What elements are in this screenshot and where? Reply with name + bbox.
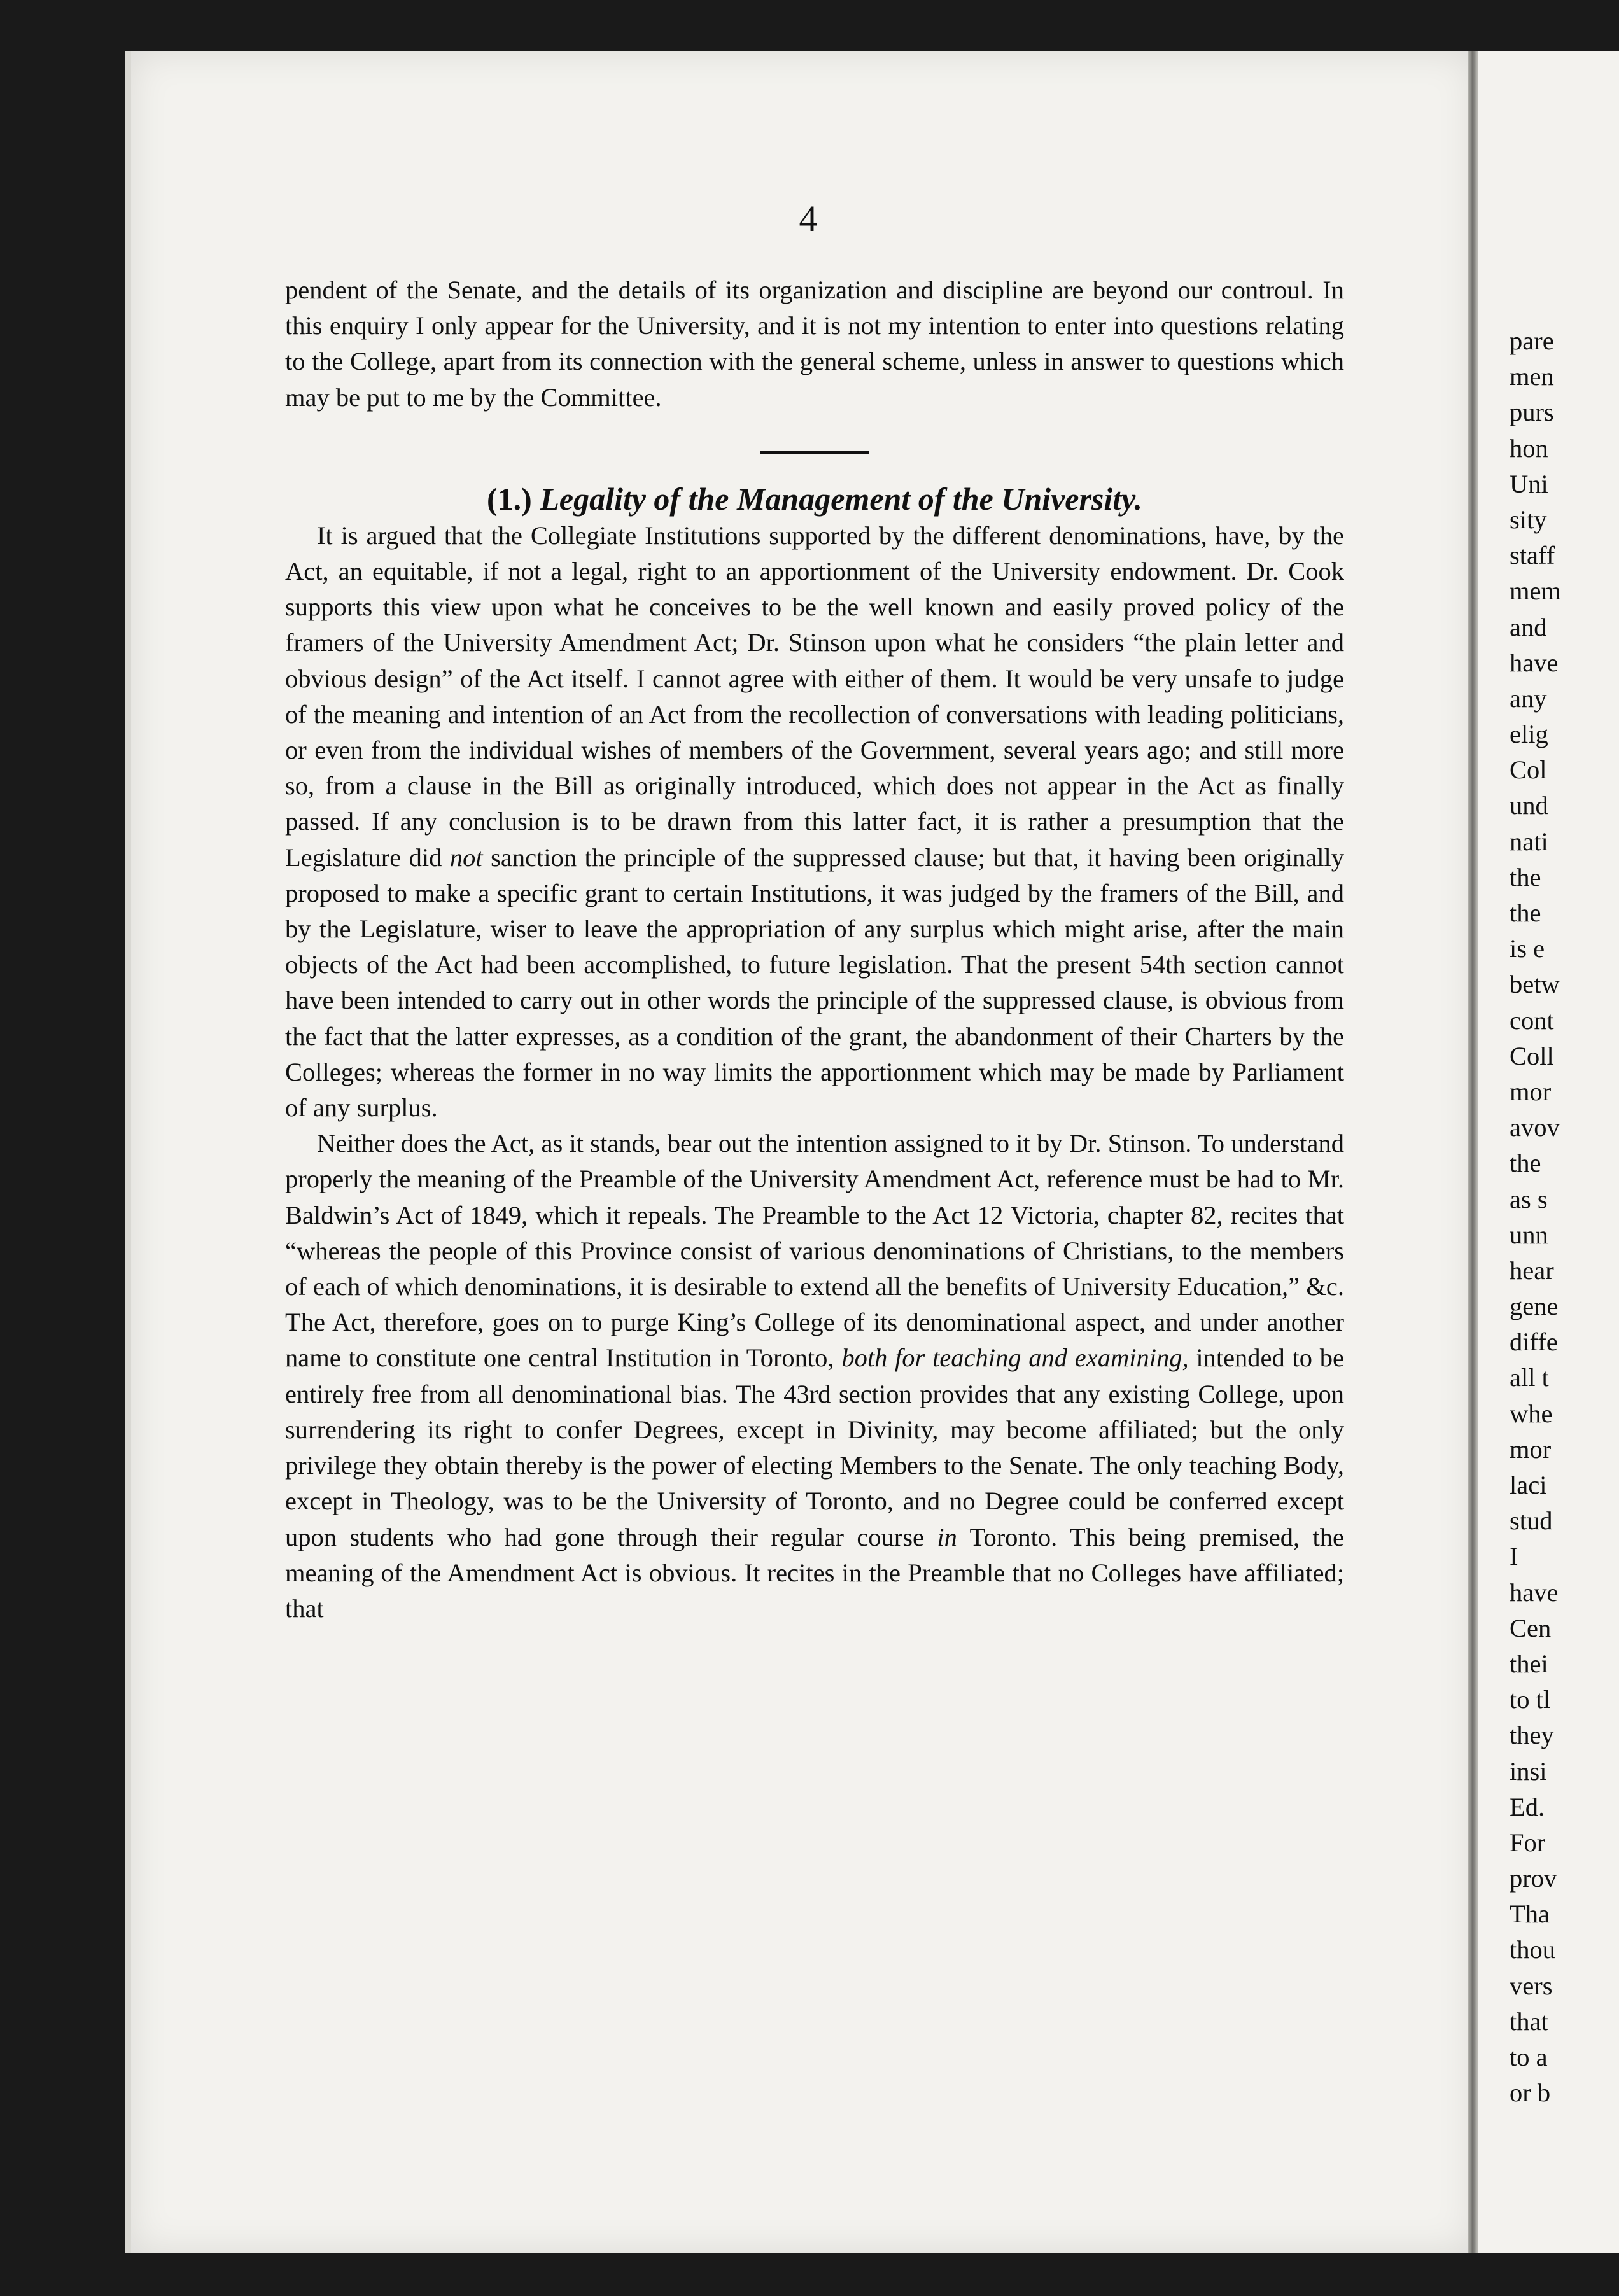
paragraph-preamble-argument [285, 1126, 1344, 1627]
facing-page-line: gene [1510, 1292, 1559, 1321]
paragraph-2-emphasis-1: both for teaching and examining, [841, 1343, 1189, 1373]
facing-page-line: stud [1510, 1506, 1553, 1536]
facing-page-line: men [1510, 362, 1554, 391]
paragraph-1-part-2: sanction the principle of the suppressed clause; but that, it having been originally proposed to make a specific grant to certain Institutions, it was judged by the framers of the Bill, and by the Legislature, wiser to leave the appropriation of any surplus which might arise, after the main objects of the Act had been accomplished, to future legislation. That the present 54th section cannot have been intended to carry out in other words the principle of the suppressed clause, is obvious from the fact that the latter expresses, as a condition of the grant, the abandonment of their Charters by the Colleges; whereas the former in no way limits the apportionment which may be made by Parliament of any surplus. [285, 843, 1344, 1123]
facing-page-line: the [1510, 899, 1541, 927]
facing-page-line: unn [1510, 1220, 1548, 1249]
section-title: Legality of the Management of the University. [540, 480, 1142, 517]
facing-page-line: Tha [1510, 1900, 1550, 1929]
facing-page-line: mor [1510, 1077, 1552, 1106]
facing-page-line: mor [1510, 1434, 1552, 1464]
facing-page-line: laci [1510, 1471, 1547, 1499]
facing-page-line: whe [1510, 1399, 1553, 1428]
facing-page-line: as s [1510, 1184, 1548, 1214]
intro-paragraph: pendent of the Senate, and the details of its organization and discipline are beyond our controul. In this enquiry I only appear for the University, and it is not my intention to enter into questions relating to the College, apart from its connection with the general scheme, unless in answer to questions which may be put to me by the Committee. [285, 276, 1344, 412]
facing-page-line: have [1510, 648, 1559, 677]
facing-page-line: vers [1510, 1971, 1553, 2000]
facing-page-line: avov [1510, 1113, 1560, 1142]
facing-page-line: the [1510, 862, 1541, 892]
facing-page-line: that [1510, 2006, 1548, 2036]
paragraph-legislation-argument [285, 518, 1344, 1126]
paragraph-1-part-1: It is argued that the Collegiate Institutions supported by the different denominations, have, by the Act, an equitable, if not a legal, right to an apportionment of the University endowment. Dr. Cook supports this view upon what he conceives to be the well known and easily proved policy of the framers of the University Amendment Act; Dr. Stinson upon what he considers “the plain letter and obvious design” of the Act itself. I cannot agree with either of them. It would be very unsafe to judge of the meaning and intention of an Act from the recollection of conversations with leading politicians, or even from the individual wishes of members of the Government, several years ago; and still more so, from a clause in the Bill as originally introduced, which does not appear in the Act as finally passed. If any conclusion is to be drawn from this latter fact, it is rather a presumption that the Legislature did [285, 521, 1344, 872]
facing-page-line: und [1510, 791, 1548, 820]
facing-page-line: insi [1510, 1756, 1547, 1786]
facing-page-line: mem [1510, 577, 1561, 606]
facing-page-line: have [1510, 1578, 1559, 1607]
paragraph-2-part-2: intended to be entirely free from all denominational bias. The 43rd section provides that any existing College, upon surrendering its right to confer Degrees, except in Divinity, may become affiliated; but the only privilege they obtain thereby is the power of electing Members to the Senate. The only teaching Body, except in Theology, was to be the University of Toronto, and no Degree could be conferred except upon students who had gone through their regular course [285, 1343, 1344, 1551]
facing-page-line: Uni [1510, 469, 1548, 498]
facing-page-line: prov [1510, 1864, 1557, 1893]
facing-page-line: all t [1510, 1363, 1549, 1392]
facing-page-line: the [1510, 1149, 1541, 1178]
paragraph-2-emphasis-2: in [937, 1522, 957, 1551]
facing-page-line: staff [1510, 541, 1555, 570]
facing-page-line: Ed. [1510, 1792, 1545, 1821]
page-number: 4 [799, 198, 818, 239]
facing-page-line: cont [1510, 1005, 1554, 1035]
section-number: (1.) [487, 480, 532, 517]
facing-page-text [1478, 323, 1619, 2111]
facing-page-line: to tl [1510, 1685, 1551, 1714]
facing-page-line: thei [1510, 1649, 1548, 1678]
facing-page-line: thou [1510, 1935, 1556, 1964]
facing-page-line: is e [1510, 934, 1545, 963]
facing-page-line: they [1510, 1721, 1554, 1750]
paragraph-1-emphasis: not [449, 843, 483, 872]
facing-page-line: purs [1510, 398, 1554, 427]
book-gutter [1468, 51, 1478, 2253]
facing-page-line: Coll [1510, 1041, 1554, 1070]
facing-page-line: Col [1510, 755, 1547, 785]
facing-page-line: or b [1510, 2078, 1551, 2108]
facing-page [1478, 51, 1619, 2253]
facing-page-line: I [1510, 1542, 1518, 1571]
facing-page-line: elig [1510, 720, 1548, 749]
facing-page-line: diffe [1510, 1327, 1558, 1357]
facing-page-line: Cen [1510, 1613, 1552, 1642]
facing-page-line: hon [1510, 433, 1548, 463]
paragraph-2-part-1: Neither does the Act, as it stands, bear out the intention assigned to it by Dr. Stinson. To understand properly the meaning of the Preamble of the University Amendment Act, reference must be had to Mr. Baldwin’s Act of 1849, which it repeals. The Preamble to the Act 12 Victoria, chapter 82, recites that “whereas the people of this Province consist of various denominations of Christians, to the members of each of which denominations, it is desirable to extend all the benefits of University Education,” &c. The Act, therefore, goes on to purge King’s College of its denominational aspect, and under another name to constitute one central Institution in Toronto, [285, 1129, 1344, 1373]
body-text [285, 272, 1344, 1627]
facing-page-line: any [1510, 683, 1547, 713]
facing-page-line: to a [1510, 2043, 1548, 2071]
facing-page-line: pare [1510, 326, 1554, 355]
facing-page-line: For [1510, 1828, 1546, 1857]
facing-page-line: nati [1510, 827, 1548, 856]
facing-page-line: sity [1510, 505, 1547, 534]
facing-page-line: and [1510, 612, 1547, 641]
section-divider [760, 451, 869, 454]
facing-page-line: betw [1510, 970, 1560, 999]
paragraph-2-part-3: Toronto. This being premised, the meaning of the Amendment Act is obvious. It recites in the Preamble that no Colleges have affiliated; that [285, 1522, 1344, 1623]
facing-page-line: hear [1510, 1256, 1554, 1285]
section-heading [285, 480, 1344, 518]
